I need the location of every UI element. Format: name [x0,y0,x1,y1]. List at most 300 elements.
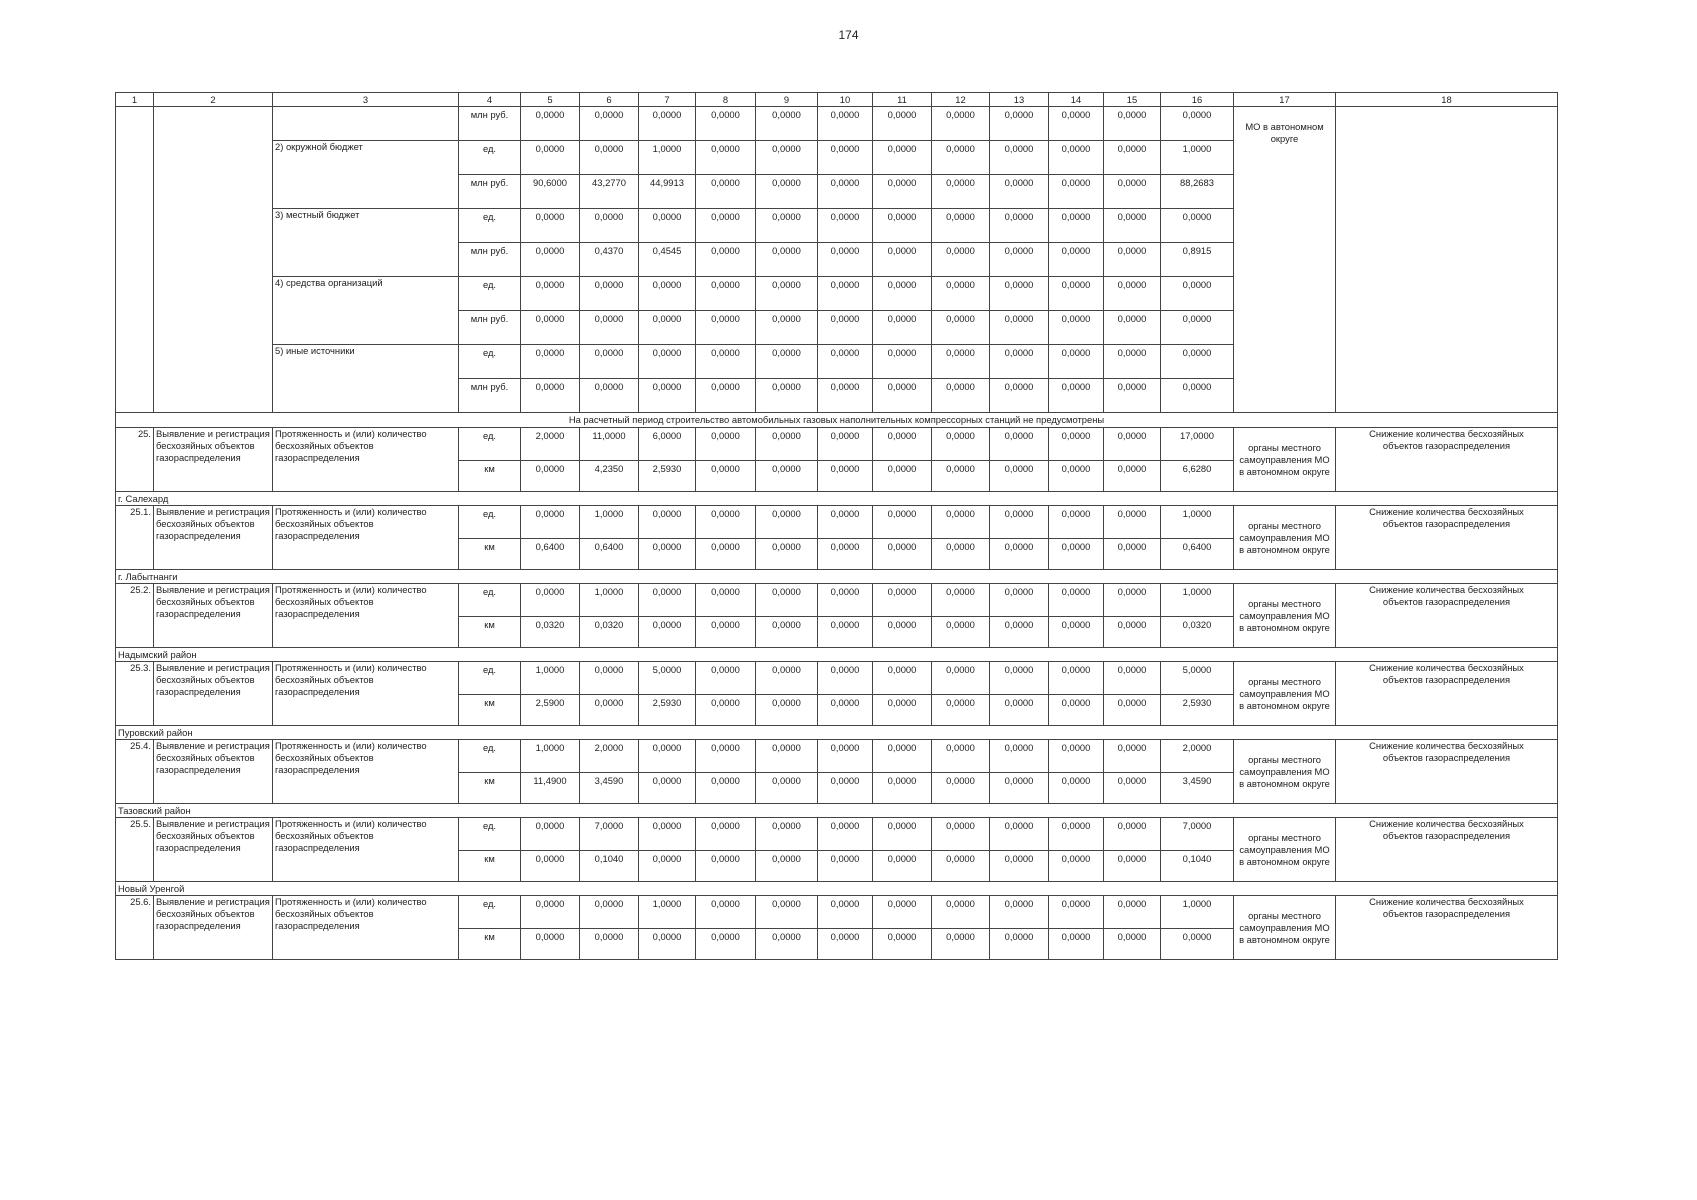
item-name: Выявление и регистрация бесхозяйных объектов газораспределения [154,428,273,492]
value-cell: 0,0000 [756,740,818,773]
value-cell: 0,0000 [1049,506,1104,539]
value-cell: 0,0000 [756,141,818,175]
value-cell: 0,0000 [1104,740,1161,773]
value-cell: 0,0000 [818,740,873,773]
item-indicator: Протяженность и (или) количество бесхозяйных объектов газораспределения [273,662,459,726]
unit-cell: млн руб. [459,379,521,413]
value-cell: 2,5930 [639,695,696,726]
item-row [116,506,1558,539]
section-title: Тазовский район [116,804,1558,818]
unit-cell: ед. [459,584,521,617]
value-cell: 3,4590 [580,773,639,804]
item-result: Снижение количества бесхозяйных объектов газораспределения [1336,584,1558,648]
unit-cell: ед. [459,345,521,379]
value-cell: 0,8915 [1161,243,1234,277]
value-cell: 0,0000 [580,929,639,960]
value-cell: 0,1040 [580,851,639,882]
value-cell: 0,0000 [1161,929,1234,960]
value-cell: 0,0000 [932,851,990,882]
item-result: Снижение количества бесхозяйных объектов газораспределения [1336,506,1558,570]
item-executor: органы местного самоуправления МО в автономном округе [1234,896,1336,960]
value-cell: 0,0000 [1049,818,1104,851]
value-cell: 0,0000 [580,379,639,413]
item-indicator: Протяженность и (или) количество бесхозяйных объектов газораспределения [273,428,459,492]
value-cell: 0,0000 [990,379,1049,413]
value-cell: 0,0000 [1049,740,1104,773]
item-number: 25.2. [116,584,154,648]
value-cell: 0,0000 [873,345,932,379]
value-cell: 0,0000 [1104,617,1161,648]
value-cell: 0,0000 [873,311,932,345]
value-cell: 0,0000 [990,428,1049,461]
value-cell: 0,0000 [639,818,696,851]
value-cell: 0,0000 [521,851,580,882]
section-title: Надымский район [116,648,1558,662]
unit-cell: млн руб. [459,175,521,209]
value-cell: 0,0000 [932,243,990,277]
column-number: 4 [459,93,521,107]
value-cell: 0,0000 [873,896,932,929]
column-number: 15 [1104,93,1161,107]
value-cell: 0,0000 [1049,851,1104,882]
value-cell: 0,0000 [696,461,756,492]
value-cell: 0,0320 [580,617,639,648]
value-cell: 0,0000 [696,695,756,726]
value-cell: 0,6400 [521,539,580,570]
value-cell: 0,0000 [1161,311,1234,345]
column-number: 17 [1234,93,1336,107]
value-cell: 0,0000 [932,209,990,243]
value-cell: 0,0000 [818,379,873,413]
value-cell: 0,0000 [756,277,818,311]
item-result: Снижение количества бесхозяйных объектов газораспределения [1336,662,1558,726]
value-cell: 0,0000 [1104,896,1161,929]
value-cell: 0,0000 [990,345,1049,379]
section-row [116,648,1558,662]
value-cell: 0,0000 [1049,461,1104,492]
value-cell: 1,0000 [639,141,696,175]
value-cell: 0,0000 [696,851,756,882]
value-cell: 0,0000 [756,379,818,413]
value-cell: 0,0000 [580,311,639,345]
unit-cell: ед. [459,506,521,539]
value-cell: 17,0000 [1161,428,1234,461]
item-number: 25.4. [116,740,154,804]
value-cell: 88,2683 [1161,175,1234,209]
value-cell: 0,0000 [521,345,580,379]
value-cell: 0,0000 [756,461,818,492]
value-cell: 0,0000 [873,461,932,492]
value-cell: 0,0000 [932,584,990,617]
item-executor: органы местного самоуправления МО в автономном округе [1234,662,1336,726]
value-cell: 0,0000 [696,209,756,243]
value-cell: 0,0000 [639,506,696,539]
item-indicator: Протяженность и (или) количество бесхозяйных объектов газораспределения [273,818,459,882]
value-cell: 0,0000 [873,740,932,773]
value-cell: 4,2350 [580,461,639,492]
value-cell: 0,0000 [639,209,696,243]
value-cell: 0,0000 [932,379,990,413]
value-cell: 0,0000 [639,740,696,773]
value-cell: 0,0000 [756,617,818,648]
value-cell: 0,0000 [873,428,932,461]
value-cell: 0,0000 [696,311,756,345]
value-cell: 0,4370 [580,243,639,277]
value-cell: 0,0000 [696,345,756,379]
value-cell: 0,0000 [1049,175,1104,209]
value-cell: 0,0000 [756,851,818,882]
value-cell: 0,0000 [521,379,580,413]
value-cell: 0,0000 [932,311,990,345]
value-cell: 0,0000 [990,141,1049,175]
value-cell: 0,6400 [1161,539,1234,570]
unit-cell: ед. [459,740,521,773]
value-cell: 0,0000 [1161,209,1234,243]
value-cell: 0,0000 [932,695,990,726]
value-cell: 0,0000 [639,773,696,804]
item-indicator: Протяженность и (или) количество бесхозяйных объектов газораспределения [273,584,459,648]
value-cell: 0,0000 [696,107,756,141]
item-row [116,896,1558,929]
unit-cell: ед. [459,141,521,175]
value-cell: 0,0000 [818,311,873,345]
value-cell: 0,0000 [873,107,932,141]
value-cell: 0,0000 [932,896,990,929]
value-cell: 0,0000 [1104,818,1161,851]
value-cell: 2,0000 [1161,740,1234,773]
unit-cell: ед. [459,428,521,461]
value-cell: 0,0000 [873,141,932,175]
column-number: 7 [639,93,696,107]
unit-cell: ед. [459,209,521,243]
value-cell: 0,0000 [1104,695,1161,726]
value-cell: 2,5930 [639,461,696,492]
page-number: 174 [838,28,859,42]
value-cell: 0,0000 [990,617,1049,648]
value-cell: 0,0000 [818,617,873,648]
value-cell: 43,2770 [580,175,639,209]
value-cell: 1,0000 [521,662,580,695]
value-cell: 0,0000 [1104,461,1161,492]
value-cell: 44,9913 [639,175,696,209]
item-executor: органы местного самоуправления МО в автономном округе [1234,506,1336,570]
value-cell: 11,4900 [521,773,580,804]
item-result: Снижение количества бесхозяйных объектов газораспределения [1336,740,1558,804]
value-cell: 0,0000 [990,773,1049,804]
value-cell: 0,0000 [932,740,990,773]
value-cell: 0,0000 [521,311,580,345]
value-cell: 0,0000 [521,461,580,492]
value-cell: 0,0000 [818,175,873,209]
value-cell: 0,0000 [932,428,990,461]
value-cell: 0,0000 [990,277,1049,311]
value-cell: 0,0000 [818,851,873,882]
column-number: 18 [1336,93,1558,107]
source-label-cell: 4) средства организаций [273,277,459,345]
item-executor: органы местного самоуправления МО в автономном округе [1234,740,1336,804]
value-cell: 0,0000 [1104,379,1161,413]
item-row [116,740,1558,773]
value-cell: 0,0000 [1104,175,1161,209]
value-cell: 0,0000 [1104,141,1161,175]
value-cell: 0,0000 [1104,107,1161,141]
value-cell: 6,6280 [1161,461,1234,492]
value-cell: 0,0000 [990,175,1049,209]
finance-row [116,107,1558,141]
value-cell: 0,0000 [990,209,1049,243]
value-cell: 0,0000 [756,311,818,345]
value-cell: 0,0000 [818,539,873,570]
section-title: Новый Уренгой [116,882,1558,896]
item-result: Снижение количества бесхозяйных объектов газораспределения [1336,818,1558,882]
value-cell: 0,0000 [756,773,818,804]
value-cell: 0,0000 [873,818,932,851]
column-number: 9 [756,93,818,107]
value-cell: 0,0000 [932,345,990,379]
value-cell: 0,0000 [580,107,639,141]
value-cell: 0,0000 [639,311,696,345]
value-cell: 0,0000 [990,461,1049,492]
value-cell: 0,0000 [990,243,1049,277]
value-cell: 0,0000 [696,896,756,929]
item-row [116,662,1558,695]
item-result: Снижение количества бесхозяйных объектов газораспределения [1336,428,1558,492]
value-cell: 0,0000 [1049,345,1104,379]
value-cell: 0,0000 [580,695,639,726]
item-indicator: Протяженность и (или) количество бесхозяйных объектов газораспределения [273,896,459,960]
value-cell: 0,0000 [990,662,1049,695]
value-cell: 0,0000 [580,277,639,311]
value-cell: 0,0000 [639,539,696,570]
section-title: г. Лабытнанги [116,570,1558,584]
value-cell: 0,0000 [932,539,990,570]
source-label-cell [273,107,459,141]
value-cell: 0,0000 [696,141,756,175]
value-cell: 0,0000 [696,740,756,773]
value-cell: 0,0000 [1161,277,1234,311]
value-cell: 0,0000 [696,175,756,209]
value-cell: 0,0000 [873,851,932,882]
unit-cell: млн руб. [459,243,521,277]
value-cell: 0,0000 [580,141,639,175]
value-cell: 0,0000 [696,584,756,617]
empty-cell [154,107,273,413]
value-cell: 0,0000 [756,695,818,726]
value-cell: 0,0000 [521,584,580,617]
value-cell: 0,0000 [1049,428,1104,461]
value-cell: 0,0000 [873,506,932,539]
value-cell: 1,0000 [1161,141,1234,175]
value-cell: 0,0000 [521,243,580,277]
value-cell: 0,0000 [521,896,580,929]
item-name: Выявление и регистрация бесхозяйных объектов газораспределения [154,740,273,804]
value-cell: 0,0000 [1049,209,1104,243]
value-cell: 0,0000 [756,929,818,960]
value-cell: 0,0000 [696,818,756,851]
value-cell: 0,0000 [696,243,756,277]
section-row [116,726,1558,740]
value-cell: 0,0000 [1104,243,1161,277]
value-cell: 0,0000 [756,175,818,209]
value-cell: 0,0000 [696,379,756,413]
item-number: 25.3. [116,662,154,726]
source-label-cell: 3) местный бюджет [273,209,459,277]
value-cell: 0,0000 [1049,773,1104,804]
value-cell: 1,0000 [580,506,639,539]
value-cell: 0,0000 [580,209,639,243]
value-cell: 90,6000 [521,175,580,209]
value-cell: 0,0000 [990,539,1049,570]
value-cell: 0,0000 [818,345,873,379]
value-cell: 0,0000 [990,107,1049,141]
value-cell: 0,0000 [1161,345,1234,379]
value-cell: 0,0000 [873,662,932,695]
value-cell: 0,0000 [639,617,696,648]
value-cell: 0,0000 [932,662,990,695]
value-cell: 0,0000 [873,773,932,804]
value-cell: 0,0000 [521,506,580,539]
value-cell: 0,0000 [696,617,756,648]
value-cell: 0,0000 [990,929,1049,960]
value-cell: 0,0000 [873,929,932,960]
value-cell: 0,0000 [818,818,873,851]
value-cell: 0,0000 [580,345,639,379]
column-number: 2 [154,93,273,107]
section-title: г. Салехард [116,492,1558,506]
value-cell: 0,0000 [639,107,696,141]
note-text: На расчетный период строительство автомобильных газовых наполнительных компрессорных станций не предусмотрены [116,413,1558,428]
value-cell: 0,0000 [521,107,580,141]
value-cell: 0,0000 [873,695,932,726]
item-indicator: Протяженность и (или) количество бесхозяйных объектов газораспределения [273,506,459,570]
value-cell: 0,0000 [818,929,873,960]
item-number: 25.1. [116,506,154,570]
value-cell: 0,0000 [521,209,580,243]
value-cell: 0,0000 [990,695,1049,726]
value-cell: 0,0000 [521,929,580,960]
value-cell: 0,0000 [1104,209,1161,243]
note-row [116,413,1558,428]
section-row [116,570,1558,584]
value-cell: 0,0000 [639,277,696,311]
value-cell: 0,0000 [932,141,990,175]
value-cell: 0,0000 [639,851,696,882]
value-cell: 0,0000 [1104,662,1161,695]
value-cell: 0,0000 [1161,107,1234,141]
unit-cell: км [459,617,521,648]
value-cell: 0,0000 [756,209,818,243]
unit-cell: км [459,851,521,882]
item-executor: органы местного самоуправления МО в автономном округе [1234,818,1336,882]
value-cell: 0,0000 [696,506,756,539]
value-cell: 0,0000 [873,175,932,209]
value-cell: 0,0000 [818,209,873,243]
value-cell: 0,0000 [818,662,873,695]
value-cell: 0,0000 [1049,929,1104,960]
section-row [116,492,1558,506]
value-cell: 0,0000 [932,773,990,804]
item-executor: органы местного самоуправления МО в автономном округе [1234,428,1336,492]
column-number: 14 [1049,93,1104,107]
section-row [116,882,1558,896]
value-cell: 0,0320 [521,617,580,648]
value-cell: 0,0000 [990,851,1049,882]
value-cell: 0,0000 [932,107,990,141]
value-cell: 0,0000 [818,506,873,539]
column-number: 13 [990,93,1049,107]
column-number: 6 [580,93,639,107]
column-number: 3 [273,93,459,107]
item-number: 25. [116,428,154,492]
column-number: 16 [1161,93,1234,107]
value-cell: 0,0000 [1049,539,1104,570]
value-cell: 0,0000 [1104,277,1161,311]
unit-cell: км [459,929,521,960]
value-cell: 1,0000 [1161,584,1234,617]
unit-cell: км [459,773,521,804]
item-indicator: Протяженность и (или) количество бесхозяйных объектов газораспределения [273,740,459,804]
value-cell: 0,0000 [756,107,818,141]
item-name: Выявление и регистрация бесхозяйных объектов газораспределения [154,584,273,648]
value-cell: 0,0000 [1104,345,1161,379]
value-cell: 0,0000 [1104,851,1161,882]
source-label-cell: 2) окружной бюджет [273,141,459,209]
unit-cell: ед. [459,818,521,851]
item-number: 25.6. [116,896,154,960]
value-cell: 0,0320 [1161,617,1234,648]
value-cell: 0,0000 [756,539,818,570]
item-row [116,584,1558,617]
value-cell: 0,0000 [873,539,932,570]
value-cell: 5,0000 [639,662,696,695]
value-cell: 0,0000 [1049,695,1104,726]
value-cell: 0,0000 [932,818,990,851]
value-cell: 6,0000 [639,428,696,461]
result-cell [1336,107,1558,413]
value-cell: 0,0000 [932,175,990,209]
value-cell: 0,0000 [1104,506,1161,539]
value-cell: 0,0000 [696,773,756,804]
column-number: 1 [116,93,154,107]
item-row [116,818,1558,851]
value-cell: 0,0000 [1049,662,1104,695]
unit-cell: ед. [459,277,521,311]
value-cell: 0,0000 [932,506,990,539]
value-cell: 0,0000 [818,428,873,461]
value-cell: 0,0000 [932,277,990,311]
value-cell: 0,0000 [1104,539,1161,570]
value-cell: 0,0000 [1049,107,1104,141]
plan-table-body [116,93,1558,960]
value-cell: 0,0000 [756,506,818,539]
value-cell: 0,0000 [1049,277,1104,311]
item-number: 25.5. [116,818,154,882]
value-cell: 0,0000 [873,243,932,277]
value-cell: 0,0000 [756,662,818,695]
item-name: Выявление и регистрация бесхозяйных объектов газораспределения [154,662,273,726]
value-cell: 1,0000 [1161,896,1234,929]
value-cell: 0,0000 [818,896,873,929]
value-cell: 0,0000 [932,617,990,648]
value-cell: 0,0000 [1049,379,1104,413]
value-cell: 11,0000 [580,428,639,461]
value-cell: 0,0000 [818,584,873,617]
value-cell: 0,0000 [639,345,696,379]
section-row [116,804,1558,818]
value-cell: 0,0000 [521,818,580,851]
column-number-row [116,93,1558,107]
unit-cell: млн руб. [459,311,521,345]
